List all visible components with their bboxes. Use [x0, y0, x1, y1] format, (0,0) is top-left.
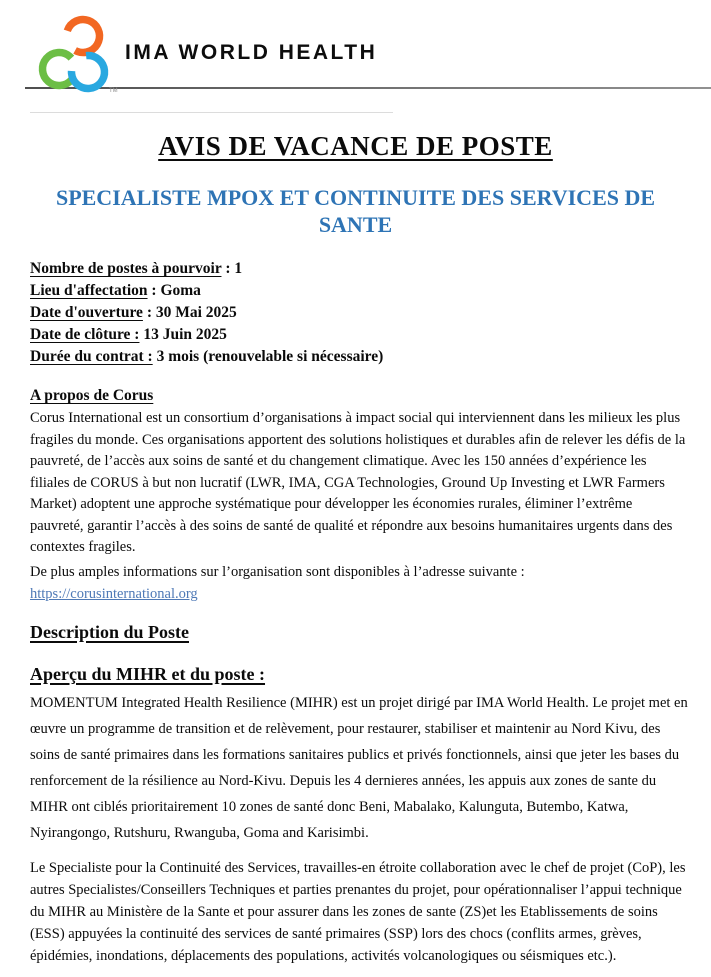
sub-header-rule [30, 112, 393, 113]
detail-value: : Goma [147, 282, 201, 299]
detail-row-duration [30, 346, 383, 368]
detail-value: 3 mois (renouvelable si nécessaire) [152, 348, 384, 365]
corus-website-link[interactable]: https://corusinternational.org [30, 585, 198, 602]
header-rule [25, 87, 711, 89]
detail-row-positions [30, 258, 383, 280]
about-paragraph: Corus International est un consortium d’organisations à impact social qui interviennent dans les milieux les plus fragiles du monde. Ces organisations apportent des solutions holistiques et durables afin de relever les défis de la pauvreté, de l’accès aux soins de santé et du changement climatique. Avec les 150 années d’expérience les filiales de CORUS à but non lucratif (LWR, IMA, CGA Technologies, Ground Up Investing et LWR Farmers Market) adoptent une approche systématique pour développer les économies rurales, éliminer l’extrême pauvreté, garantir l’accès à des soins de santé de qualité et répondre aux besoins humanitaires urgents dans des contextes fragiles. [30, 410, 686, 555]
detail-value: : 1 [221, 260, 243, 277]
detail-value: 13 Juin 2025 [139, 326, 227, 343]
detail-value: : 30 Mai 2025 [142, 304, 237, 321]
more-info-block [30, 562, 689, 605]
description-heading: Description du Poste [30, 622, 189, 642]
overview-heading: Aperçu du MIHR et du poste : [30, 664, 266, 684]
detail-row-location [30, 280, 383, 302]
job-title: SPECIALISTE MPOX ET CONTINUITE DES SERVICES DE SANTE [55, 185, 656, 238]
detail-label: Lieu d'affectation [30, 282, 148, 299]
overview-paragraph: MOMENTUM Integrated Health Resilience (MIHR) est un projet dirigé par IMA World Health. Le projet met en œuvre un programme de transition et de relèvement, pour restaurer, stabiliser et maintenir au Nord Kivu, des soins de santé primaires dans les formations sanitaires publics et privés fonctionnels, ainsi que jeter les bases du renforcement de la résilience au Nord-Kivu. Depuis les 4 dernieres années, les appuis aux zones de sante du MIHR ont ciblés prioritairement 10 zones de santé donc Beni, Mabalako, Kalunguta, Butembo, Katwa, Nyirangongo, Rutshuru, Rwanguba, Goma and Karisimbi. [30, 695, 688, 841]
detail-row-open-date [30, 302, 383, 324]
detail-row-close-date [30, 324, 383, 346]
about-section-heading: A propos de Corus [30, 387, 154, 404]
detail-label: Durée du contrat : [30, 348, 153, 365]
vacancy-details-list [30, 258, 383, 368]
more-info-text: De plus amples informations sur l’organisation sont disponibles à l’adresse suivante : [30, 564, 525, 580]
detail-label: Date de clôture : [30, 326, 140, 343]
role-paragraph: Le Specialiste pour la Continuité des Services, travailles-en étroite collaboration avec le chef de projet (CoP), les autres Specialistes/Conseillers Techniques et parties prenantes du projet, pour opérationnaliser l’appui technique du MIHR au Ministère de la Sante et pour assurer dans les zones de sante (ZS)et les Etablissements de soins (ESS) appuyées la continuité des services de santé primaires (SSP) lors des chocs (conflits armes, grèves, épidémies, inondations, déplacements des populations, activités volcanologiques ou séismiques etc.). [30, 860, 686, 964]
page-title: AVIS DE VACANCE DE POSTE [158, 131, 553, 161]
detail-label: Date d'ouverture [30, 304, 143, 321]
brand-name: IMA WORLD HEALTH [125, 41, 378, 64]
trademark-label: TM [109, 88, 118, 94]
ima-logo-icon [36, 14, 122, 98]
detail-label: Nombre de postes à pourvoir [30, 260, 222, 277]
